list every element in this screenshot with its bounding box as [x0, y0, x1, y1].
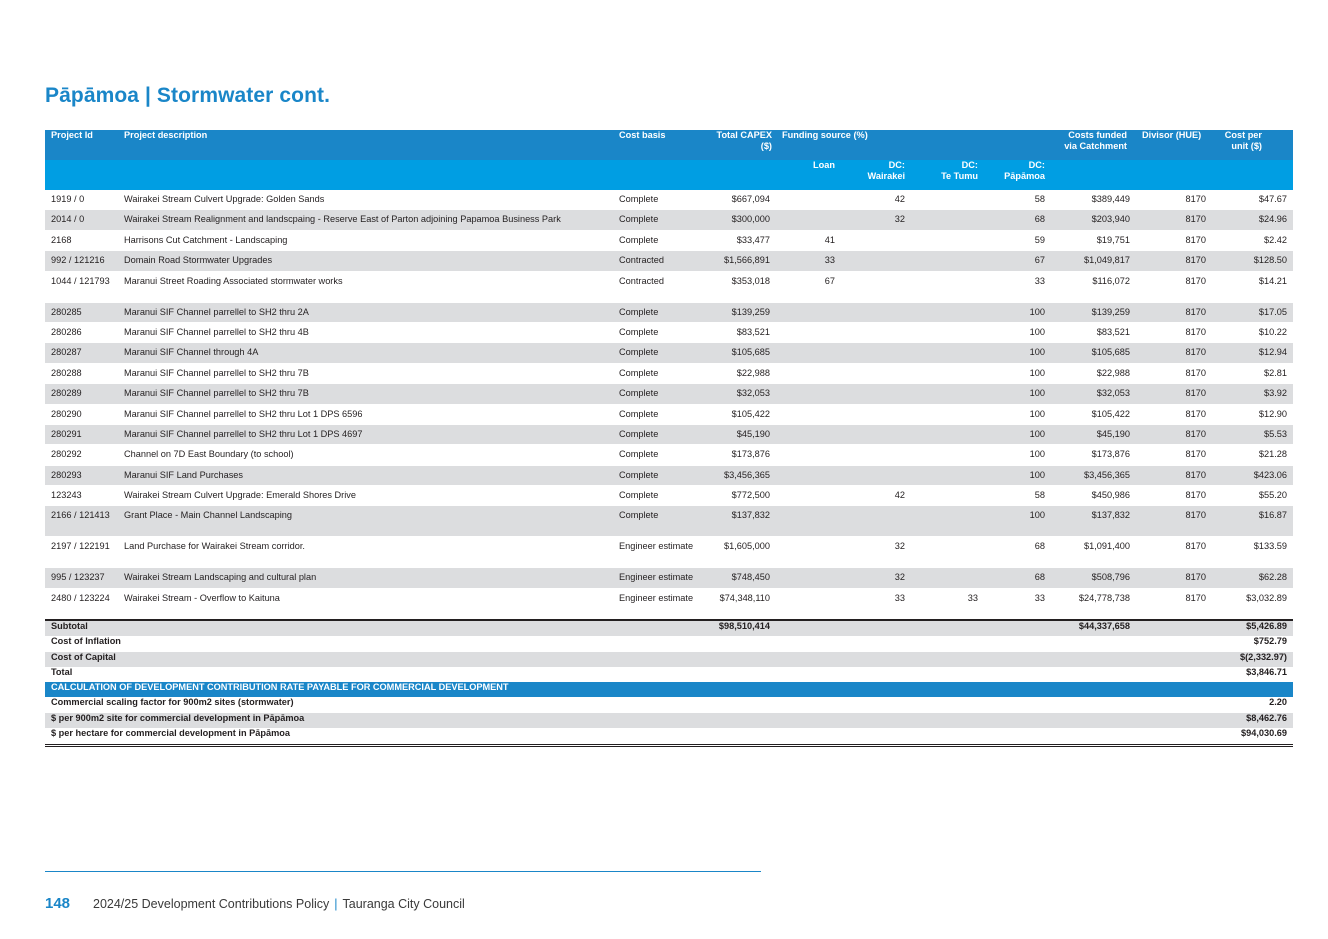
header-cost-basis: Cost basis [613, 130, 706, 160]
row-cost-basis: Complete [613, 210, 706, 230]
row-loan [776, 302, 841, 322]
row-loan [776, 588, 841, 620]
row-divisor: 8170 [1136, 343, 1212, 363]
subtotal-label: Subtotal [45, 620, 706, 636]
row-cost-basis: Contracted [613, 271, 706, 302]
row-divisor: 8170 [1136, 506, 1212, 537]
row-capex: $137,832 [706, 506, 776, 537]
header-dc-papamoa: DC: Pāpāmoa [984, 160, 1051, 190]
row-project-id: 1044 / 121793 [45, 271, 118, 302]
row-dc-te-tumu [911, 271, 984, 302]
header-dc-te-tumu: DC: Te Tumu [911, 160, 984, 190]
row-cost-basis: Complete [613, 302, 706, 322]
row-dc-papamoa: 33 [984, 588, 1051, 620]
row-project-id: 995 / 123237 [45, 568, 118, 588]
row-divisor: 8170 [1136, 486, 1212, 506]
row-description: Domain Road Stormwater Upgrades [118, 251, 613, 271]
row-cost-per-unit: $2.81 [1212, 363, 1293, 383]
row-loan [776, 486, 841, 506]
row-cost-per-unit: $21.28 [1212, 445, 1293, 465]
row-capex: $105,422 [706, 404, 776, 424]
row-cost-per-unit: $14.21 [1212, 271, 1293, 302]
row-project-id: 2014 / 0 [45, 210, 118, 230]
per-site-row [45, 713, 1293, 728]
table-row [45, 445, 1293, 465]
row-catchment: $450,986 [1051, 486, 1136, 506]
footer-doc-title: 2024/25 Development Contributions Policy [93, 897, 330, 911]
row-loan [776, 210, 841, 230]
row-cost-per-unit: $5.53 [1212, 424, 1293, 444]
row-cost-basis: Complete [613, 322, 706, 342]
row-catchment: $116,072 [1051, 271, 1136, 302]
row-capex: $300,000 [706, 210, 776, 230]
row-dc-te-tumu: 33 [911, 588, 984, 620]
capital-value: $(2,332.97) [1212, 652, 1293, 667]
row-catchment: $24,778,738 [1051, 588, 1136, 620]
row-catchment: $22,988 [1051, 363, 1136, 383]
row-loan: 67 [776, 271, 841, 302]
row-dc-te-tumu [911, 190, 984, 210]
row-capex: $83,521 [706, 322, 776, 342]
row-loan [776, 322, 841, 342]
row-project-id: 2166 / 121413 [45, 506, 118, 537]
row-dc-papamoa: 100 [984, 363, 1051, 383]
row-catchment: $137,832 [1051, 506, 1136, 537]
row-capex: $1,605,000 [706, 537, 776, 568]
row-dc-wairakei: 32 [841, 210, 911, 230]
row-dc-te-tumu [911, 384, 984, 404]
row-divisor: 8170 [1136, 322, 1212, 342]
row-cost-basis: Complete [613, 190, 706, 210]
row-dc-wairakei: 32 [841, 537, 911, 568]
row-loan [776, 363, 841, 383]
row-dc-papamoa: 33 [984, 271, 1051, 302]
row-project-id: 2168 [45, 230, 118, 250]
subtotal-catchment: $44,337,658 [1051, 620, 1136, 636]
subtotal-row [45, 620, 1293, 636]
row-divisor: 8170 [1136, 251, 1212, 271]
row-capex: $139,259 [706, 302, 776, 322]
row-description: Wairakei Stream Realignment and landscpaing - Reserve East of Parton adjoining Papamoa Business Park [118, 210, 613, 230]
row-dc-papamoa: 58 [984, 486, 1051, 506]
header-loan: Loan [776, 160, 841, 190]
table-row [45, 271, 1293, 302]
row-dc-te-tumu [911, 302, 984, 322]
inflation-label: Cost of Inflation [51, 636, 121, 647]
row-divisor: 8170 [1136, 445, 1212, 465]
table-row [45, 322, 1293, 342]
row-cost-per-unit: $24.96 [1212, 210, 1293, 230]
header-capex: Total CAPEX ($) [706, 130, 776, 160]
row-description: Maranui SIF Channel parrellel to SH2 thru 7B [118, 384, 613, 404]
total-value: $3,846.71 [1246, 667, 1287, 678]
row-dc-papamoa: 100 [984, 424, 1051, 444]
row-description: Maranui SIF Channel through 4A [118, 343, 613, 363]
row-catchment: $32,053 [1051, 384, 1136, 404]
row-dc-wairakei [841, 445, 911, 465]
row-project-id: 123243 [45, 486, 118, 506]
row-divisor: 8170 [1136, 230, 1212, 250]
row-project-id: 280286 [45, 322, 118, 342]
row-capex: $105,685 [706, 343, 776, 363]
per-hectare-value: $94,030.69 [1212, 728, 1293, 745]
row-capex: $772,500 [706, 486, 776, 506]
row-loan: 33 [776, 251, 841, 271]
row-divisor: 8170 [1136, 190, 1212, 210]
row-dc-te-tumu [911, 343, 984, 363]
row-cost-per-unit: $3.92 [1212, 384, 1293, 404]
row-dc-papamoa: 100 [984, 322, 1051, 342]
row-project-id: 280291 [45, 424, 118, 444]
row-description: Maranui SIF Land Purchases [118, 465, 613, 485]
row-divisor: 8170 [1136, 568, 1212, 588]
row-dc-papamoa: 58 [984, 190, 1051, 210]
row-catchment: $389,449 [1051, 190, 1136, 210]
scaling-label: Commercial scaling factor for 900m2 sites (stormwater) [51, 697, 294, 708]
row-project-id: 1919 / 0 [45, 190, 118, 210]
row-dc-wairakei [841, 322, 911, 342]
per-hectare-label: $ per hectare for commercial development in Pāpāmoa [45, 728, 1212, 745]
row-dc-papamoa: 100 [984, 343, 1051, 363]
row-cost-basis: Complete [613, 486, 706, 506]
row-description: Harrisons Cut Catchment - Landscaping [118, 230, 613, 250]
row-divisor: 8170 [1136, 588, 1212, 620]
row-dc-papamoa: 68 [984, 210, 1051, 230]
row-dc-wairakei [841, 465, 911, 485]
row-cost-basis: Complete [613, 424, 706, 444]
row-divisor: 8170 [1136, 384, 1212, 404]
row-dc-wairakei [841, 302, 911, 322]
table-row [45, 384, 1293, 404]
row-catchment: $19,751 [1051, 230, 1136, 250]
row-capex: $74,348,110 [706, 588, 776, 620]
per-site-label: $ per 900m2 site for commercial development in Pāpāmoa [45, 713, 1212, 728]
row-dc-te-tumu [911, 322, 984, 342]
row-dc-wairakei [841, 271, 911, 302]
header-cost-per-unit: Cost per unit ($) [1212, 130, 1293, 160]
inflation-value: $752.79 [1253, 636, 1287, 647]
capital-label: Cost of Capital [45, 652, 1212, 667]
row-catchment: $1,049,817 [1051, 251, 1136, 271]
row-cost-basis: Complete [613, 343, 706, 363]
row-description: Wairakei Stream - Overflow to Kaituna [118, 588, 613, 620]
row-cost-per-unit: $2.42 [1212, 230, 1293, 250]
row-divisor: 8170 [1136, 210, 1212, 230]
row-divisor: 8170 [1136, 404, 1212, 424]
row-description: Maranui SIF Channel parrellel to SH2 thru Lot 1 DPS 6596 [118, 404, 613, 424]
row-description: Maranui SIF Channel parrellel to SH2 thru Lot 1 DPS 4697 [118, 424, 613, 444]
row-catchment: $45,190 [1051, 424, 1136, 444]
row-cost-basis: Engineer estimate [613, 588, 706, 620]
row-description: Maranui Street Roading Associated stormwater works [118, 271, 613, 302]
subheader-row [45, 160, 1293, 190]
footer-divider [45, 871, 761, 872]
row-project-id: 2480 / 123224 [45, 588, 118, 620]
row-dc-wairakei: 33 [841, 588, 911, 620]
inflation-row [45, 636, 1293, 651]
table-row [45, 588, 1293, 620]
header-description: Project description [118, 130, 613, 160]
table-row [45, 537, 1293, 568]
row-catchment: $203,940 [1051, 210, 1136, 230]
row-capex: $353,018 [706, 271, 776, 302]
row-dc-wairakei [841, 251, 911, 271]
stormwater-table [45, 130, 1293, 747]
header-dc-wairakei: DC: Wairakei [841, 160, 911, 190]
row-cost-per-unit: $3,032.89 [1212, 588, 1293, 620]
row-dc-wairakei [841, 506, 911, 537]
row-dc-te-tumu [911, 230, 984, 250]
row-dc-papamoa: 100 [984, 384, 1051, 404]
row-catchment: $139,259 [1051, 302, 1136, 322]
row-project-id: 280288 [45, 363, 118, 383]
row-capex: $33,477 [706, 230, 776, 250]
row-cost-basis: Complete [613, 465, 706, 485]
row-divisor: 8170 [1136, 424, 1212, 444]
row-project-id: 280290 [45, 404, 118, 424]
table-row [45, 302, 1293, 322]
row-description: Wairakei Stream Culvert Upgrade: Emerald Shores Drive [118, 486, 613, 506]
table-row [45, 568, 1293, 588]
row-divisor: 8170 [1136, 271, 1212, 302]
table-row [45, 343, 1293, 363]
row-cost-basis: Complete [613, 384, 706, 404]
row-project-id: 280285 [45, 302, 118, 322]
row-cost-per-unit: $12.90 [1212, 404, 1293, 424]
row-dc-te-tumu [911, 537, 984, 568]
row-dc-wairakei: 42 [841, 486, 911, 506]
row-dc-te-tumu [911, 404, 984, 424]
row-dc-papamoa: 67 [984, 251, 1051, 271]
row-cost-per-unit: $423.06 [1212, 465, 1293, 485]
subtotal-cost-per-unit: $5,426.89 [1212, 620, 1293, 636]
row-dc-te-tumu [911, 486, 984, 506]
row-capex: $1,566,891 [706, 251, 776, 271]
row-dc-wairakei [841, 384, 911, 404]
row-cost-basis: Complete [613, 404, 706, 424]
row-description: Land Purchase for Wairakei Stream corridor. [118, 537, 613, 568]
row-dc-papamoa: 100 [984, 465, 1051, 485]
row-dc-papamoa: 100 [984, 302, 1051, 322]
table-row [45, 506, 1293, 537]
footer-org: Tauranga City Council [342, 897, 465, 911]
row-divisor: 8170 [1136, 363, 1212, 383]
row-divisor: 8170 [1136, 302, 1212, 322]
row-description: Wairakei Stream Landscaping and cultural plan [118, 568, 613, 588]
row-dc-te-tumu [911, 506, 984, 537]
table-row [45, 363, 1293, 383]
row-loan [776, 537, 841, 568]
table-row [45, 230, 1293, 250]
row-description: Channel on 7D East Boundary (to school) [118, 445, 613, 465]
row-description: Maranui SIF Channel parrellel to SH2 thru 7B [118, 363, 613, 383]
row-cost-basis: Complete [613, 363, 706, 383]
row-cost-per-unit: $10.22 [1212, 322, 1293, 342]
row-dc-te-tumu [911, 251, 984, 271]
row-capex: $45,190 [706, 424, 776, 444]
row-catchment: $83,521 [1051, 322, 1136, 342]
row-dc-wairakei [841, 363, 911, 383]
row-loan [776, 343, 841, 363]
row-loan [776, 506, 841, 537]
row-dc-wairakei [841, 343, 911, 363]
capital-row [45, 652, 1293, 667]
row-dc-te-tumu [911, 445, 984, 465]
row-dc-wairakei [841, 424, 911, 444]
subtotal-capex: $98,510,414 [706, 620, 776, 636]
row-capex: $667,094 [706, 190, 776, 210]
table-row [45, 465, 1293, 485]
footer-text [93, 897, 465, 911]
row-dc-papamoa: 100 [984, 445, 1051, 465]
row-cost-per-unit: $17.05 [1212, 302, 1293, 322]
row-capex: $3,456,365 [706, 465, 776, 485]
row-capex: $32,053 [706, 384, 776, 404]
row-cost-per-unit: $55.20 [1212, 486, 1293, 506]
row-catchment: $3,456,365 [1051, 465, 1136, 485]
row-cost-basis: Engineer estimate [613, 537, 706, 568]
row-loan [776, 190, 841, 210]
row-loan [776, 424, 841, 444]
page-number: 148 [45, 895, 71, 912]
row-cost-basis: Engineer estimate [613, 568, 706, 588]
row-cost-per-unit: $47.67 [1212, 190, 1293, 210]
row-capex: $22,988 [706, 363, 776, 383]
row-cost-per-unit: $16.87 [1212, 506, 1293, 537]
table-row [45, 404, 1293, 424]
row-dc-papamoa: 68 [984, 537, 1051, 568]
row-catchment: $105,422 [1051, 404, 1136, 424]
scaling-value: 2.20 [1269, 697, 1287, 708]
row-dc-wairakei: 42 [841, 190, 911, 210]
row-divisor: 8170 [1136, 465, 1212, 485]
row-dc-wairakei [841, 230, 911, 250]
page-title: Pāpāmoa | Stormwater cont. [45, 84, 331, 107]
table-row [45, 251, 1293, 271]
row-project-id: 280289 [45, 384, 118, 404]
table-row [45, 424, 1293, 444]
row-dc-wairakei: 32 [841, 568, 911, 588]
row-catchment: $173,876 [1051, 445, 1136, 465]
row-dc-papamoa: 100 [984, 506, 1051, 537]
row-catchment: $105,685 [1051, 343, 1136, 363]
header-catchment: Costs funded via Catchment [1051, 130, 1136, 160]
row-dc-te-tumu [911, 363, 984, 383]
row-dc-te-tumu [911, 424, 984, 444]
header-project-id: Project Id [45, 130, 118, 160]
row-description: Maranui SIF Channel parrellel to SH2 thru 2A [118, 302, 613, 322]
row-loan: 41 [776, 230, 841, 250]
row-dc-te-tumu [911, 210, 984, 230]
row-cost-per-unit: $62.28 [1212, 568, 1293, 588]
row-cost-basis: Complete [613, 230, 706, 250]
row-description: Grant Place - Main Channel Landscaping [118, 506, 613, 537]
scaling-row [45, 697, 1293, 712]
row-cost-per-unit: $133.59 [1212, 537, 1293, 568]
row-cost-per-unit: $128.50 [1212, 251, 1293, 271]
row-dc-wairakei [841, 404, 911, 424]
row-project-id: 280287 [45, 343, 118, 363]
row-dc-te-tumu [911, 465, 984, 485]
header-divisor: Divisor (HUE) [1136, 130, 1212, 160]
row-project-id: 2197 / 122191 [45, 537, 118, 568]
table-row [45, 190, 1293, 210]
row-loan [776, 384, 841, 404]
calc-header-row [45, 682, 1293, 697]
per-hectare-row [45, 728, 1293, 745]
row-cost-basis: Complete [613, 445, 706, 465]
row-cost-basis: Complete [613, 506, 706, 537]
calc-header: CALCULATION OF DEVELOPMENT CONTRIBUTION RATE PAYABLE FOR COMMERCIAL DEVELOPMENT [45, 682, 1293, 697]
row-loan [776, 568, 841, 588]
row-catchment: $1,091,400 [1051, 537, 1136, 568]
row-cost-per-unit: $12.94 [1212, 343, 1293, 363]
row-divisor: 8170 [1136, 537, 1212, 568]
table-row [45, 210, 1293, 230]
row-dc-papamoa: 100 [984, 404, 1051, 424]
row-project-id: 992 / 121216 [45, 251, 118, 271]
row-dc-papamoa: 59 [984, 230, 1051, 250]
row-cost-basis: Contracted [613, 251, 706, 271]
per-site-value: $8,462.76 [1212, 713, 1293, 728]
row-loan [776, 445, 841, 465]
row-dc-te-tumu [911, 568, 984, 588]
footer-separator: | [334, 897, 338, 911]
header-row [45, 130, 1293, 160]
row-description: Wairakei Stream Culvert Upgrade: Golden Sands [118, 190, 613, 210]
row-loan [776, 404, 841, 424]
table-row [45, 486, 1293, 506]
row-project-id: 280293 [45, 465, 118, 485]
row-loan [776, 465, 841, 485]
row-capex: $748,450 [706, 568, 776, 588]
row-dc-papamoa: 68 [984, 568, 1051, 588]
row-capex: $173,876 [706, 445, 776, 465]
total-label: Total [51, 667, 73, 678]
row-catchment: $508,796 [1051, 568, 1136, 588]
row-description: Maranui SIF Channel parrellel to SH2 thru 4B [118, 322, 613, 342]
header-funding-source: Funding source (%) [776, 130, 1051, 160]
row-project-id: 280292 [45, 445, 118, 465]
total-row [45, 667, 1293, 682]
